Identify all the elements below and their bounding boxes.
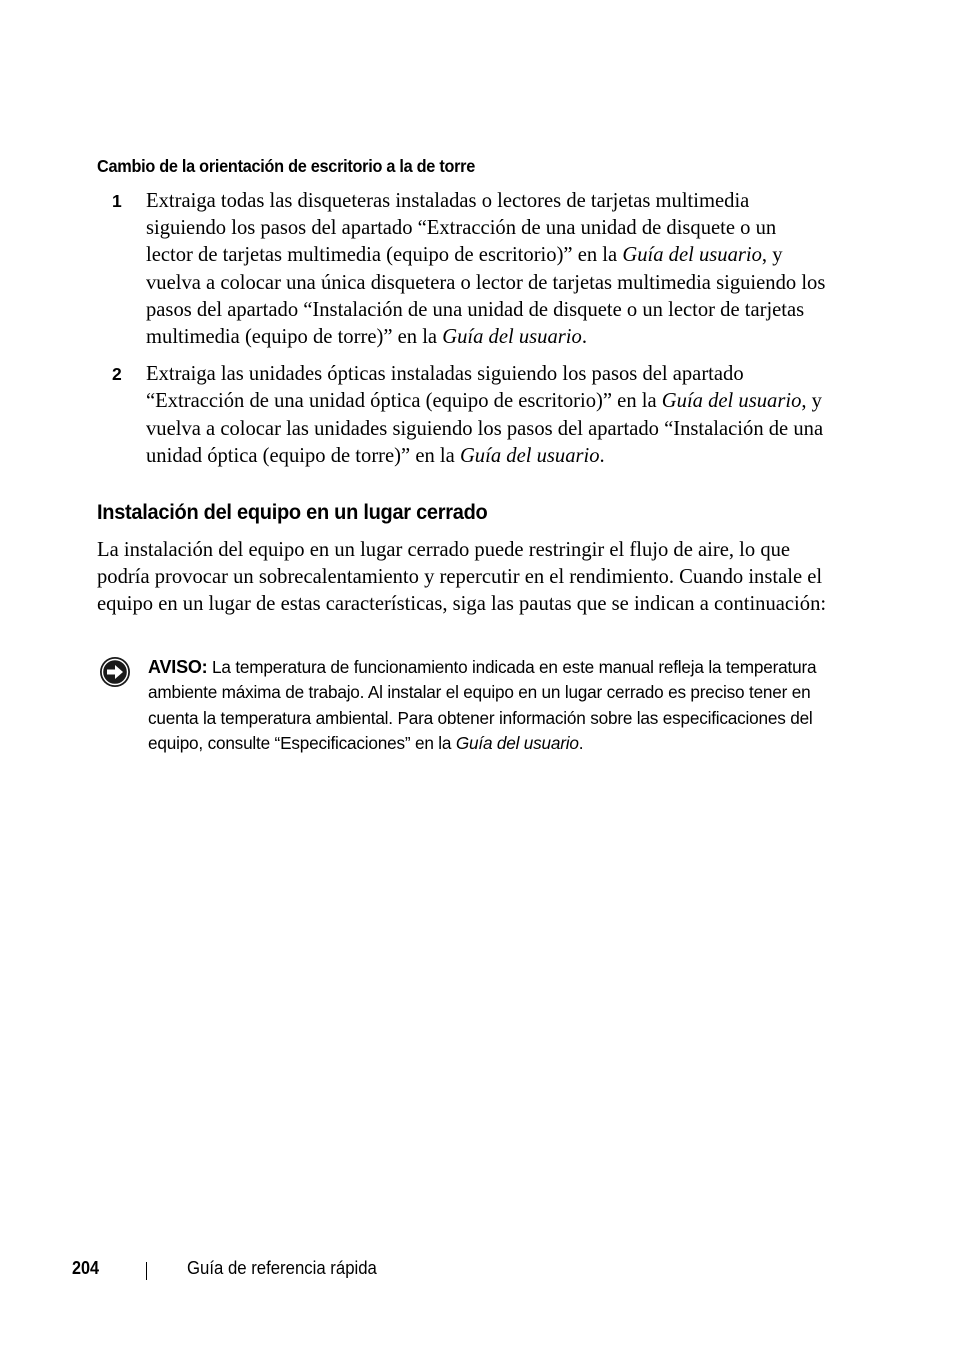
step-number: 2 [112, 364, 122, 385]
step-text: Extraiga las unidades ópticas instaladas siguiendo los pasos del apartado “Extracción de una unidad óptica (equipo de escritorio)” en la Guía del usuario, y vuelva a colocar las unidades siguiendo los pasos del apartado “Instalación de una unidad óptica (equipo de torre)” en la Guía del usuario. [146, 363, 824, 467]
step-item [97, 361, 827, 470]
notice-arrow-icon [99, 656, 131, 688]
page-number: 204 [72, 1258, 100, 1278]
section-heading: Instalación del equipo en un lugar cerrado [97, 500, 488, 524]
section-subheading: Cambio de la orientación de escritorio a la de torre [97, 156, 476, 176]
step-text: Extraiga todas las disqueteras instaladas o lectores de tarjetas multimedia siguiendo los pasos del apartado “Extracción de una unidad de disquete o un lector de tarjetas multimedia (equipo de escritorio)” en la Guía del usuario, y vuelva a colocar una única disquetera o lector de tarjetas multimedia siguiendo los pasos del apartado “Instalación de una unidad de disquete o un lector de tarjetas multimedia (equipo de torre)” en la Guía del usuario. [146, 190, 826, 349]
footer-title: Guía de referencia rápida [187, 1258, 377, 1278]
footer-divider [146, 1262, 147, 1280]
notice-box [97, 655, 827, 757]
steps-list [97, 188, 827, 480]
notice-text: AVISO: La temperatura de funcionamiento indicada en este manual refleja la temperatura ambiente máxima de trabajo. Al instalar el equipo en un lugar cerrado es preciso tener en cuenta la temperatura ambiental. Para obtener información sobre las especificaciones del equipo, consulte “Especificaciones” en la Guía del usuario. [148, 657, 817, 754]
body-paragraph: La instalación del equipo en un lugar cerrado puede restringir el flujo de aire, lo que podría provocar un sobrecalentamiento y repercutir en el rendimiento. Cuando instale el equipo en un lugar de estas características, siga las pautas que se indican a continuación: [97, 539, 827, 616]
step-item [97, 188, 827, 351]
step-number: 1 [112, 191, 122, 211]
notice-label: AVISO: [148, 657, 208, 677]
